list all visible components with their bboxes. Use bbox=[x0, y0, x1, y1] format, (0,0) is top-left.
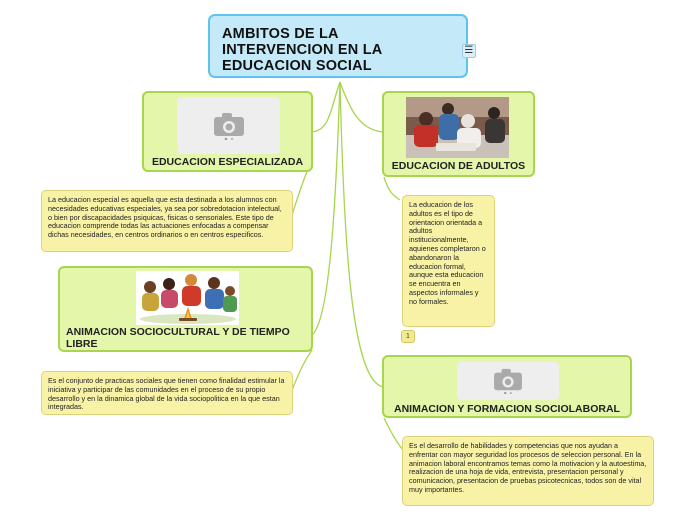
topic-animacion-sociocultural[interactable] bbox=[58, 266, 313, 352]
menu-icon[interactable]: ☰ bbox=[462, 44, 476, 58]
root-title: AMBITOS DE LA INTERVENCION EN LA EDUCACION SOCIAL bbox=[222, 26, 382, 74]
topic-label: EDUCACION DE ADULTOS bbox=[391, 160, 526, 172]
topic-label: ANIMACION SOCIOCULTURAL Y DE TIEMPO LIBRE bbox=[66, 326, 290, 350]
image-placeholder bbox=[177, 97, 280, 154]
note-animacion-sociocultural[interactable]: Es el conjunto de practicas sociales que tienen como finalidad estimular la iniciativa y participar de las comunidades en el proceso de su propio desarrollo y en la dinamica global de la vida sociopolitica en la que estan integradas. bbox=[41, 371, 293, 415]
root-topic[interactable] bbox=[208, 14, 474, 78]
camera-placeholder-icon bbox=[212, 112, 246, 140]
connector-adultos-note bbox=[384, 177, 400, 200]
topic-animacion-sociolaboral[interactable] bbox=[382, 355, 632, 418]
connector-sociolaboral-note bbox=[384, 418, 403, 450]
connector-root-especializada bbox=[312, 82, 340, 132]
connector-root-adultos bbox=[340, 82, 383, 132]
connector-root-sociolaboral bbox=[340, 82, 383, 387]
topic-educacion-adultos[interactable] bbox=[382, 91, 535, 177]
image-placeholder bbox=[457, 362, 559, 400]
topic-educacion-especializada[interactable] bbox=[142, 91, 313, 172]
note-animacion-sociolaboral[interactable]: Es el desarrollo de habilidades y competencias que nos ayudan a enfrentar con mayor seguridad los procesos de seleccion personal. En la animacion laboral encontramos temas como la motivacion y la autoestima, realizacion de una hoja de vida, entrevista, presentacion personal y comunicacion, presentacion de pruebas psicotecnicas, todos son de vital muy importantes. bbox=[402, 436, 654, 506]
camera-placeholder-icon bbox=[491, 368, 525, 394]
connector-root-sociocultural bbox=[312, 82, 340, 335]
topic-label: EDUCACION ESPECIALIZADA bbox=[151, 156, 304, 168]
note-educacion-adultos[interactable]: La educacion de los adultos es el tipo de orientacion orientada a adultos institucionalmente, aquienes completaron o abandonaron la educacion formal, aunque esta educacion se encuentra en aspectos informales y no formales. bbox=[402, 195, 495, 327]
connector-sociocultural-note bbox=[292, 350, 312, 390]
note-educacion-especializada[interactable]: La educacion especial es aquella que esta destinada a los alumnos con necesidades educativas especiales, ya sea por sobredotacion intelectual, o bien por discapacidades psiquicas, fisicas o sensoriales. Este tipo de educacion comprende todas las actuaciones enfocadas a compensar dichas necesidades, en centros ordinarios o en centros especificos. bbox=[41, 190, 293, 252]
note-count-badge[interactable]: 1 bbox=[401, 330, 415, 343]
campfire-group-illustration bbox=[136, 271, 239, 325]
adults-classroom-photo bbox=[406, 97, 509, 158]
topic-label: ANIMACION Y FORMACION SOCIOLABORAL bbox=[394, 403, 620, 415]
